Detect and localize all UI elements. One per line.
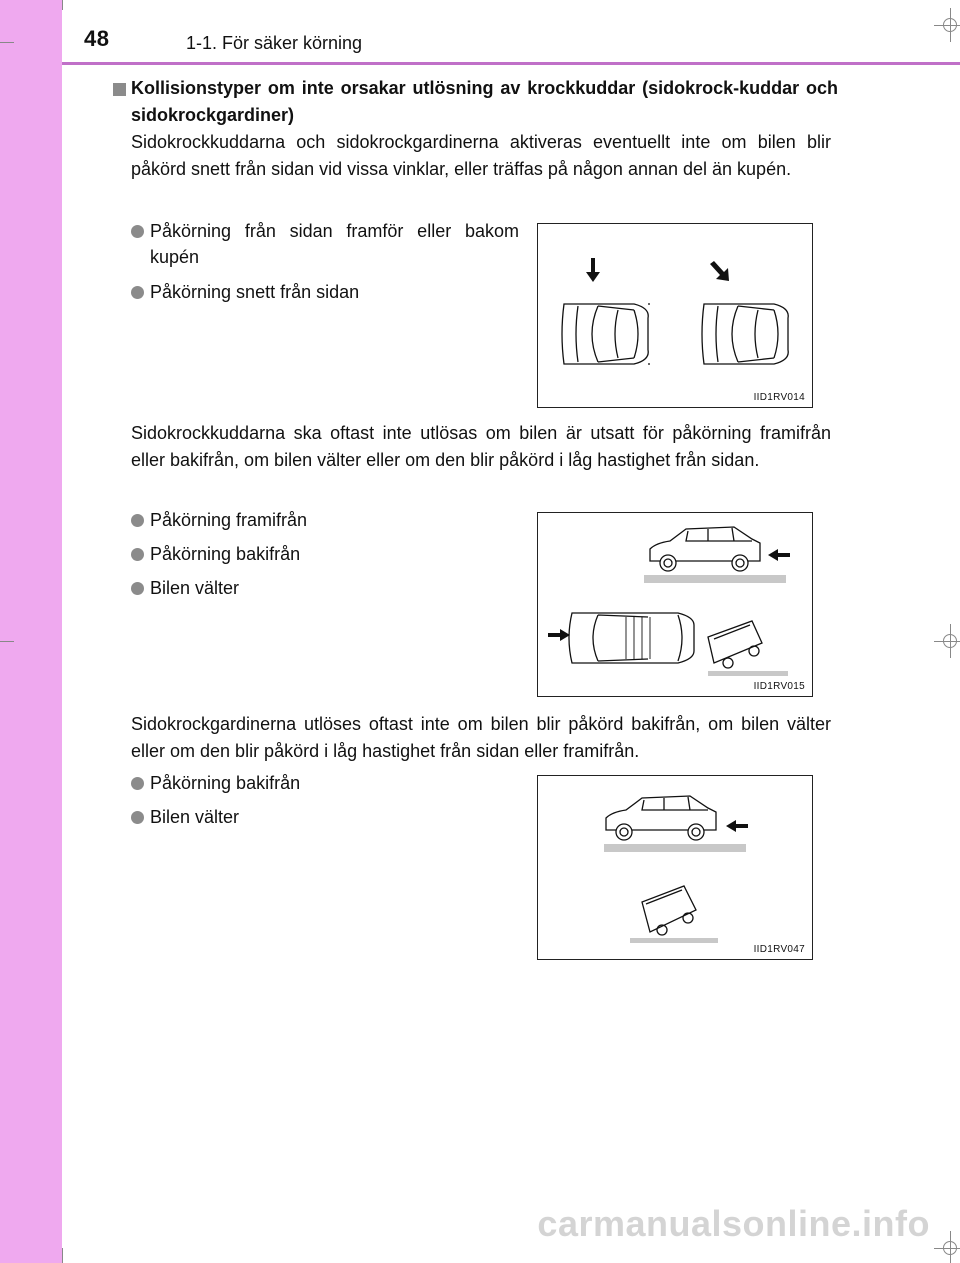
bullet-icon — [131, 811, 144, 824]
bullet-icon — [131, 225, 144, 238]
list-item: Påkörning bakifrån — [131, 541, 491, 567]
list-item: Påkörning från sidan framför eller bakom kupén — [131, 218, 519, 270]
section-heading — [113, 75, 838, 129]
bullet-icon — [131, 777, 144, 790]
side-color-strip — [0, 0, 62, 1263]
figure-side-impact — [537, 223, 813, 408]
bullet-icon — [131, 548, 144, 561]
heading-square-icon — [113, 83, 126, 96]
bullet-icon — [131, 286, 144, 299]
list-item: Bilen välter — [131, 804, 491, 830]
paragraph-2: Sidokrockkuddarna ska oftast inte utlösas om bilen är utsatt för påkörning framifrån eller bakifrån, om bilen välter eller om den blir påkörd i låg hastighet från sidan. — [131, 423, 831, 470]
chapter-title: 1-1. För säker körning — [186, 33, 363, 53]
figure-rear-rollover — [537, 775, 813, 960]
registration-mark — [934, 25, 960, 26]
list-item: Bilen välter — [131, 575, 491, 601]
illustration-side-impact — [538, 224, 814, 409]
page-number: 48 — [84, 26, 110, 51]
bullet-icon — [131, 582, 144, 595]
header-rule — [62, 62, 960, 65]
figure-code: IID1RV015 — [753, 681, 805, 692]
illustration-rear-rollover — [538, 776, 814, 961]
figure-front-rear-rollover — [537, 512, 813, 697]
crop-mark — [0, 42, 14, 43]
section-heading-text: Kollisionstyper om inte orsakar utlösning av krockkuddar (sidokrock-kuddar och sidokrockgardiner) — [131, 78, 838, 125]
list-item: Påkörning bakifrån — [131, 770, 491, 796]
crop-mark — [62, 0, 63, 10]
paragraph-3: Sidokrockgardinerna utlöses oftast inte om bilen blir påkörd bakifrån, om bilen välter eller om den blir påkörd i låg hastighet från sidan eller framifrån. — [131, 714, 831, 761]
figure-code: IID1RV047 — [753, 944, 805, 955]
footer-watermark: carmanualsonline.info — [537, 1203, 930, 1244]
registration-mark — [934, 1248, 960, 1249]
list-item: Påkörning framifrån — [131, 507, 491, 533]
registration-mark — [934, 641, 960, 642]
illustration-front-rear-rollover — [538, 513, 814, 698]
registration-mark — [950, 1231, 951, 1263]
bullet-icon — [131, 514, 144, 527]
crop-mark — [62, 1248, 63, 1263]
figure-code: IID1RV014 — [753, 392, 805, 403]
crop-mark — [0, 641, 14, 642]
list-item: Påkörning snett från sidan — [131, 279, 519, 305]
intro-paragraph: Sidokrockkuddarna och sidokrockgardinerna aktiveras eventuellt inte om bilen blir påkörd snett från sidan vid vissa vinklar, eller träffas på någon annan del än kupén. — [131, 132, 831, 179]
